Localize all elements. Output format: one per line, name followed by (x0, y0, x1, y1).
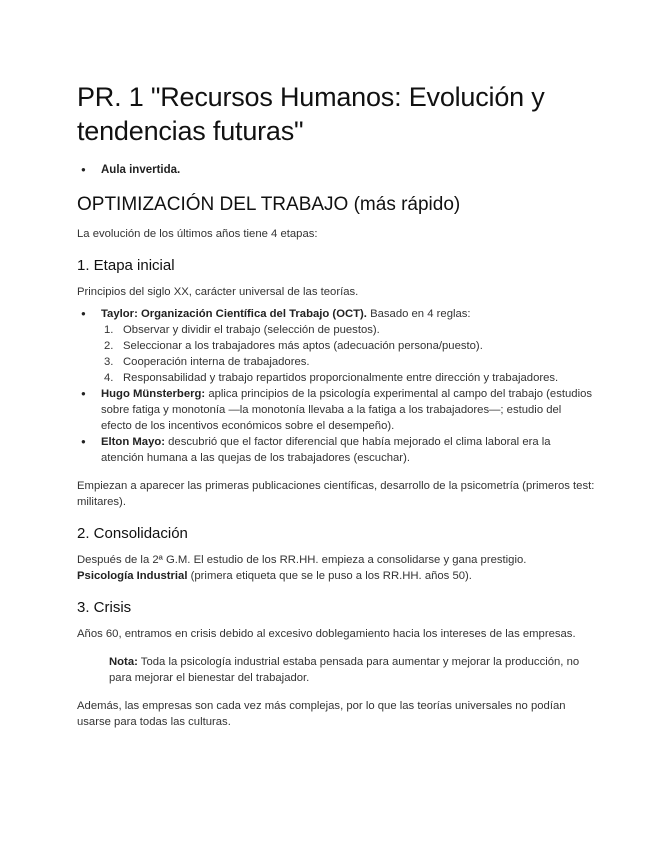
munsterberg-name: Hugo Münsterberg: (101, 388, 206, 400)
note-label: Nota: (109, 656, 138, 668)
mayo-name: Elton Mayo: (101, 436, 166, 448)
stage2-heading: 2. Consolidación (77, 525, 188, 542)
mayo-text: descubrió que el factor diferencial que había mejorado el clima laboral era la atención humana a las quejas de los trabajadores (escuchar). (101, 436, 551, 464)
note-block (109, 654, 595, 686)
list-item: ● Aula invertida. (77, 162, 595, 178)
list-item: 2. Seleccionar a los trabajadores más aptos (adecuación persona/puesto). (104, 340, 483, 352)
list-item: 4. Responsabilidad y trabajo repartidos proporcionalmente entre dirección y trabajadores. (104, 372, 559, 384)
list-item-taylor (77, 306, 595, 386)
taylor-name: Taylor: Organización Científica del Trabajo (OCT). (101, 308, 367, 320)
stage1-heading: 1. Etapa inicial (77, 257, 175, 274)
munsterberg-text: aplica principios de la psicología experimental al campo del trabajo (estudios sobre fatiga y monotonía —la monotonía llevaba a la fatiga a los trabajadores—; estudio del efecto de los incentivos económicos sobre el desempeño). (101, 388, 593, 432)
stage1-closing-paragraph: Empiezan a aparecer las primeras publicaciones científicas, desarrollo de la psicometría (primeros test: militares). (77, 480, 595, 508)
list-item-munsterberg (77, 386, 595, 434)
stage3-heading: 3. Crisis (77, 599, 132, 616)
list-item-mayo (77, 434, 595, 466)
note-text: Toda la psicología industrial estaba pensada para aumentar y mejorar la producción, no para mejorar el bienestar del trabajador. (109, 656, 580, 684)
document-title: PR. 1 "Recursos Humanos: Evolución y tendencias futuras" (77, 82, 545, 146)
intro-paragraph: La evolución de los últimos años tiene 4 etapas: (77, 228, 318, 240)
stage3-paragraph: Años 60, entramos en crisis debido al excesivo doblegamiento hacia los intereses de las empresas. (77, 628, 576, 640)
stage2-bold-term: Psicología Industrial (77, 570, 188, 582)
list-item: 3. Cooperación interna de trabajadores. (104, 356, 310, 368)
stage2-paragraph: Después de la 2ª G.M. El estudio de los RR.HH. empieza a consolidarse y gana prestigio. Psicología Industrial (primera etiqueta que se le puso a los RR.HH. años 50). (77, 554, 527, 582)
stage1-bullet-list (77, 306, 595, 466)
stage3-closing-paragraph: Además, las empresas son cada vez más complejas, por lo que las teorías universales no podían usarse para todas las culturas. (77, 700, 566, 728)
section-heading: OPTIMIZACIÓN DEL TRABAJO (más rápido) (77, 194, 461, 215)
stage1-paragraph: Principios del siglo XX, carácter universal de las teorías. (77, 286, 359, 298)
list-item: 1. Observar y dividir el trabajo (selección de puestos). (104, 324, 380, 336)
top-bullet-list (77, 162, 595, 178)
taylor-rules-list (101, 322, 595, 386)
taylor-text: Basado en 4 reglas: (366, 308, 471, 320)
